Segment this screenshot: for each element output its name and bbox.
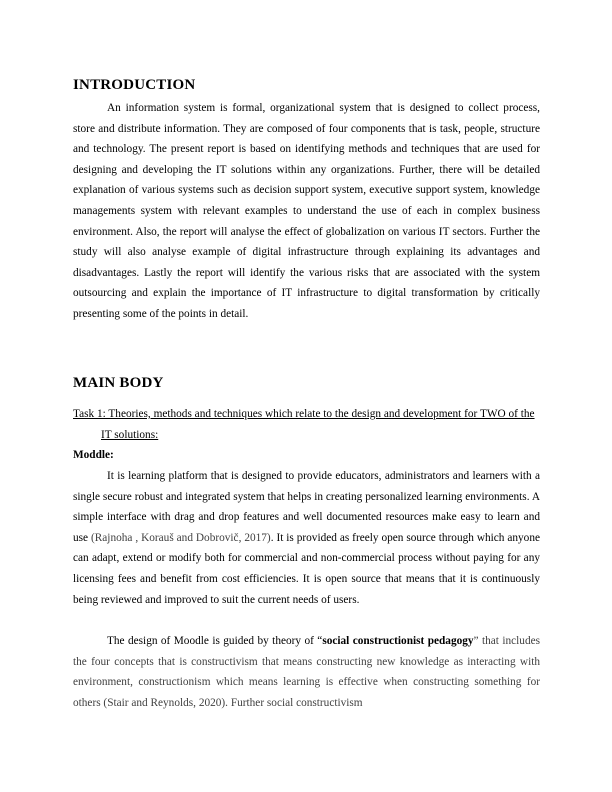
- moodle-paragraph-text-2: . It is provided as freely open source through which anyone can adapt, extend or modify both for commercial and non-commercial process without paying for any licensing fees and benefit from cost efficiencies. It is open source that means that it is continuously being reviewed and improved to suit the current needs of users.: [73, 531, 540, 606]
- main-body-heading: MAIN BODY: [73, 375, 164, 391]
- introduction-heading: INTRODUCTION: [73, 77, 196, 93]
- design-paragraph-bold: social constructionist pedagogy: [322, 635, 474, 647]
- moodle-subheading: Moddle:: [73, 449, 114, 461]
- task-1-heading: Task 1: Theories, methods and techniques which relate to the design and development for TWO of the IT solutions:: [73, 408, 535, 441]
- introduction-paragraph: An information system is formal, organizational system that is designed to collect process, store and distribute information. They are composed of four components that is task, people, structure and technology. The present report is based on identifying methods and techniques that are used for designing and developing the IT solutions within any organizations. Further, there will be detailed explanation of various systems such as decision support system, executive support system, knowledge managements system with relevant examples to understand the use of each in complex business environment. Also, the report will analyse the effect of globalization on various IT sectors. Further the study will also analyse example of digital infrastructure through explaining its advantages and disadvantages. Lastly the report will identify the various risks that are associated with the system outsourcing and explain the importance of IT infrastructure to digital transformation by critically presenting some of the points in detail.: [73, 102, 540, 320]
- design-paragraph-text-1: The design of Moodle is guided by theory of “: [107, 635, 323, 647]
- citation: (Rajnoha , Korauš and Dobrovič, 2017): [91, 531, 271, 544]
- design-paragraph-text-2: ” that includes the four concepts that is constructivism that means constructing new knowledge as interacting with environment, constructionism which means learning is effective when constructing something for others (Stair and Reynolds, 2020). Further social constructivism: [73, 635, 541, 709]
- moodle-paragraph-text-1: It is learning platform that is designed to provide educators, administrators and learners with a single secure robust and integrated system that helps in creating personalized learning environments. A simple interface with drag and drop features and well documented resources make easy to learn and use: [73, 470, 540, 544]
- moodle-paragraph: [73, 466, 540, 610]
- moodle-design-paragraph: [73, 631, 540, 713]
